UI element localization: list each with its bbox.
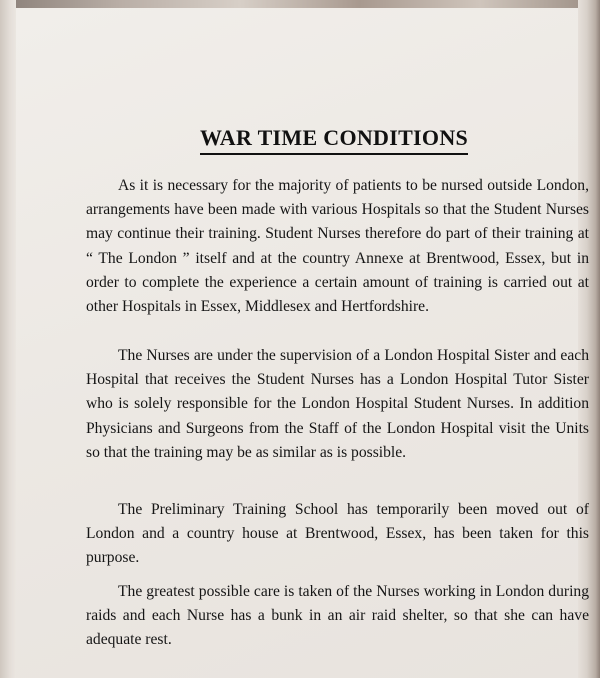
page-left-edge xyxy=(0,0,16,678)
page-right-edge xyxy=(578,0,600,678)
document-page xyxy=(16,8,578,678)
paragraph-preliminary-school: The Preliminary Training School has temporarily been moved out of London and a country house at Brentwood, Essex, has been taken for this purpose. xyxy=(86,501,589,567)
paragraph-training-arrangements: As it is necessary for the majority of patients to be nursed outside London, arrangements have been made with various Hospitals so that the Student Nurses may continue their training. Student Nurses therefore do part of their training at “ The London ” itself and at the country Annexe at Brentwood, Essex, but in order to complete the experience a certain amount of training is carried out at other Hospitals in Essex, Middlesex and Hertfordshire. xyxy=(86,177,589,316)
document-heading: WAR TIME CONDITIONS xyxy=(200,124,468,155)
heading-container xyxy=(0,124,600,155)
page-top-edge xyxy=(0,0,600,8)
paragraph-supervision: The Nurses are under the supervision of a London Hospital Sister and each Hospital that receives the Student Nurses has a London Hospital Tutor Sister who is solely responsible for the London Hospital Student Nurses. In addition Physicians and Surgeons from the Staff of the London Hospital visit the Units so that the training may be as similar as is possible. xyxy=(86,347,589,461)
paragraph-air-raid-care: The greatest possible care is taken of the Nurses working in London during raids and each Nurse has a bunk in an air raid shelter, so that she can have adequate rest. xyxy=(86,583,589,649)
